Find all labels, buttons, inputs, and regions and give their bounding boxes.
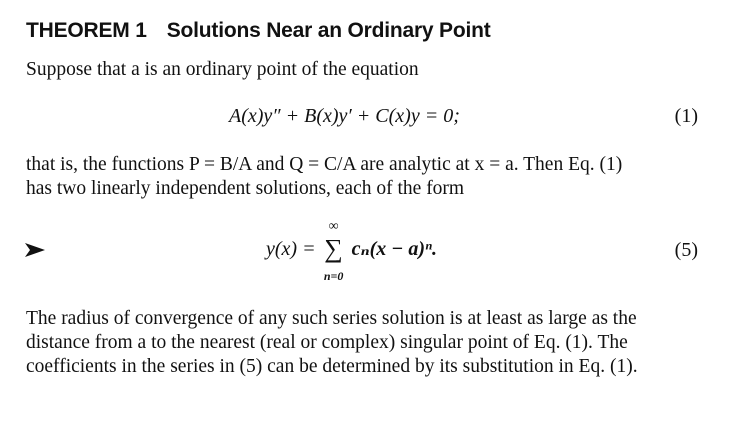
final-line-1: The radius of convergence of any such series solution is at least as large as the (26, 308, 637, 329)
final-line-3: coefficients in the series in (5) can be determined by its substitution in Eq. (1). (26, 356, 638, 377)
equation-5-term: cₙ(x − a)ⁿ. (351, 238, 438, 260)
theorem-title: Solutions Near an Ordinary Point (166, 19, 491, 42)
summation-lower-limit: n=0 (323, 269, 344, 283)
equation-1-number: (1) (674, 105, 698, 127)
final-paragraph (26, 307, 638, 379)
middle-line-1: that is, the functions P = B/A and Q = C/A are analytic at x = a. Then Eq. (1) (26, 154, 623, 175)
intro-text: Suppose that a is an ordinary point of the equation (26, 59, 419, 80)
middle-line-2: has two linearly independent solutions, each of the form (26, 178, 465, 199)
theorem-label: THEOREM 1 (26, 19, 147, 42)
equation-5-number: (5) (674, 239, 698, 261)
equation-5-lhs: y(x) = (266, 238, 316, 260)
equation-5 (266, 219, 438, 283)
equation-1-text: A(x)y″ + B(x)y′ + C(x)y = 0; (229, 105, 460, 127)
theorem-heading (26, 19, 491, 43)
summation-symbol: ∑ (324, 234, 343, 263)
middle-paragraph (26, 153, 622, 201)
intro-paragraph (26, 58, 419, 82)
summation-upper-limit: ∞ (328, 219, 339, 234)
summation (323, 219, 345, 283)
equation-1 (229, 105, 460, 128)
final-line-2: distance from a to the nearest (real or complex) singular point of Eq. (1). The (26, 332, 628, 353)
arrowhead-icon (25, 243, 47, 259)
